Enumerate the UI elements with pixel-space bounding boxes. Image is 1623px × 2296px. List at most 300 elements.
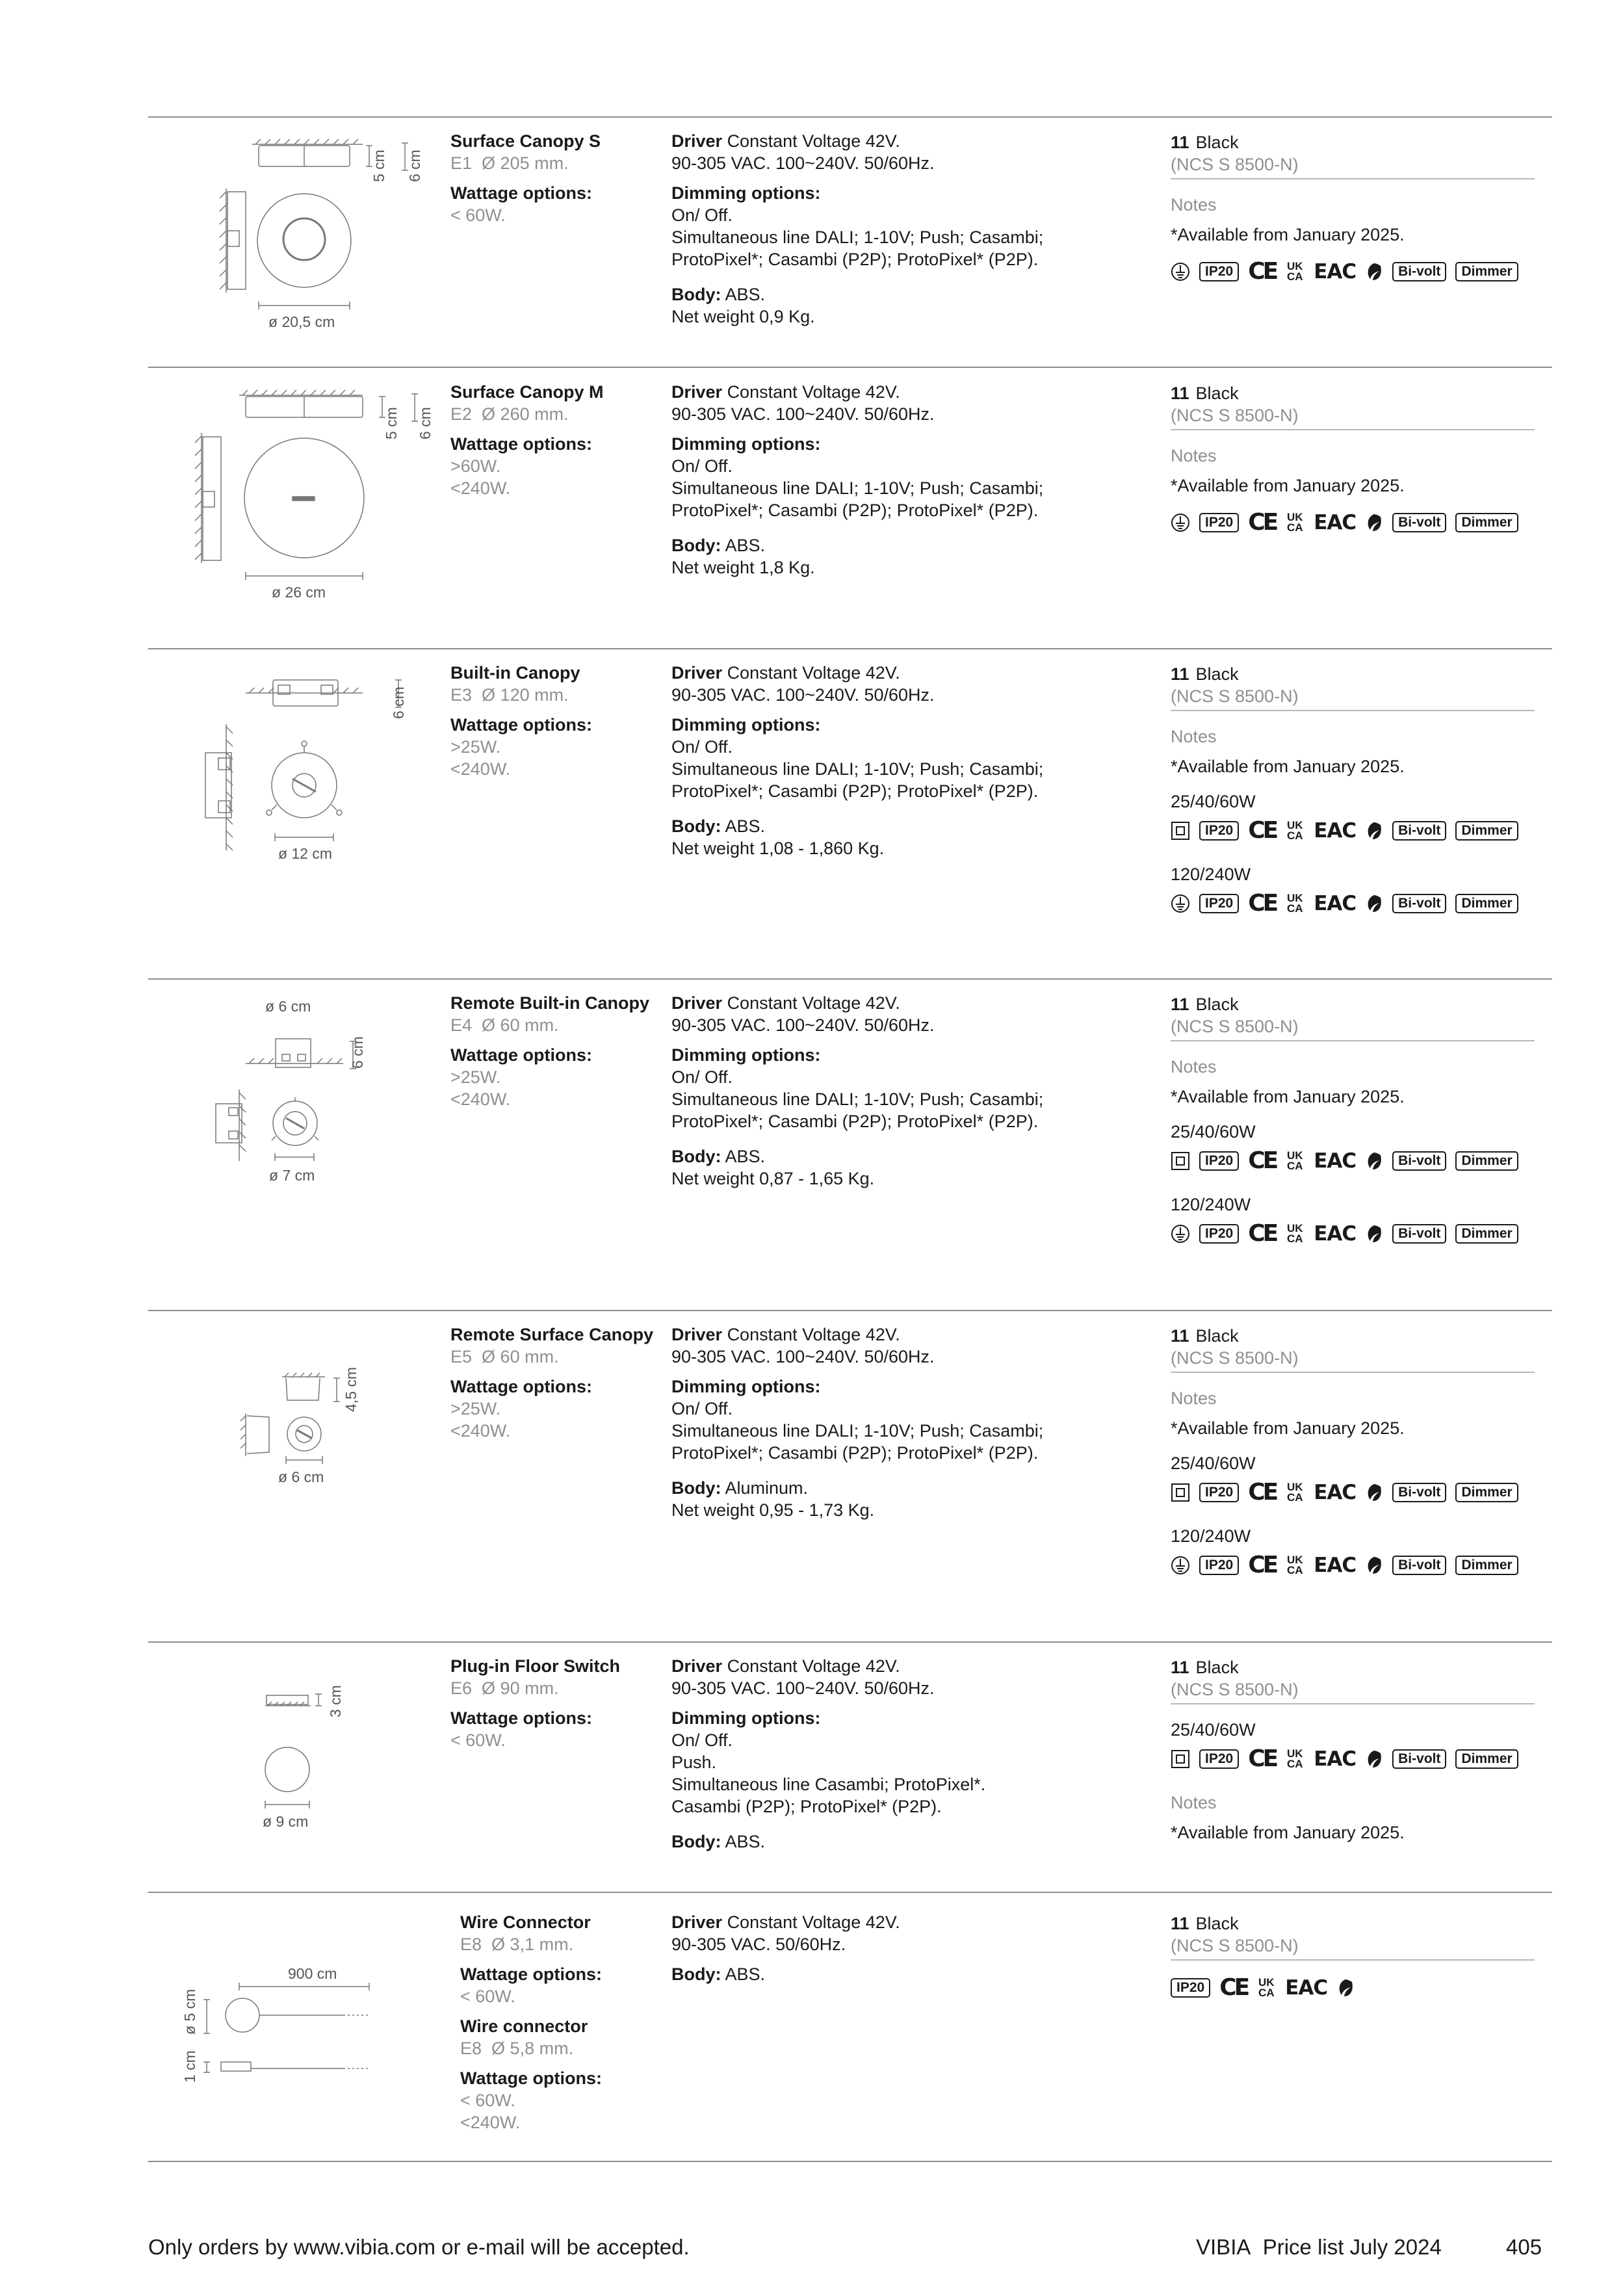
row-divider	[148, 1892, 1552, 1893]
eac-mark-icon: EAC	[1314, 511, 1357, 534]
note-text: *Available from January 2025.	[1171, 757, 1405, 776]
ce-mark-icon: CE	[1248, 1479, 1277, 1506]
body-label: Body:	[671, 285, 721, 304]
product-code: E3	[450, 685, 473, 705]
technical-drawing-e4	[148, 992, 447, 1200]
product-row-e1	[148, 130, 1552, 364]
finish-number: 11	[1171, 995, 1189, 1014]
ukca-mark-icon: UK CA	[1286, 1747, 1303, 1770]
driver-value: Constant Voltage 42V.	[727, 1912, 900, 1932]
row-divider	[148, 648, 1552, 649]
net-weight: Net weight 1,8 Kg.	[671, 558, 815, 577]
product-name-col	[450, 992, 671, 1110]
recycle-leaf-icon	[1365, 1151, 1383, 1171]
driver-label: Driver	[671, 1656, 723, 1676]
wattage-value: >25W.	[450, 737, 501, 757]
dim-height: 1 cm	[181, 2050, 198, 2083]
product-code: E5	[450, 1347, 473, 1366]
driver-value: Constant Voltage 42V.	[727, 1325, 900, 1344]
technical-drawing-e8	[148, 1911, 447, 2132]
dimming-label: Dimming options:	[671, 715, 821, 735]
dimming-label: Dimming options:	[671, 1377, 821, 1396]
dim-height: 6 cm	[349, 1036, 366, 1069]
product-row-e8	[148, 1911, 1552, 2158]
product-code: E8	[460, 1935, 482, 1954]
finish-number: 11	[1171, 1914, 1189, 1933]
product-spec-col	[671, 381, 1139, 579]
product-name-col	[450, 662, 671, 780]
ukca-mark-icon: UK CA	[1286, 260, 1303, 283]
dimming-label: Dimming options:	[671, 1045, 821, 1065]
finish-ncs: (NCS S 8500-N)	[1171, 685, 1535, 711]
ground-icon	[1171, 262, 1190, 281]
variant-label: 25/40/60W	[1171, 1122, 1256, 1141]
driver-value: Constant Voltage 42V.	[727, 1656, 900, 1676]
certification-icons	[1171, 1221, 1535, 1247]
dimming-label: Dimming options:	[671, 1708, 821, 1728]
finish-ncs: (NCS S 8500-N)	[1171, 1347, 1535, 1373]
dim-diameter: ø 7 cm	[269, 1167, 315, 1184]
dimming-line: Simultaneous line DALI; 1-10V; Push; Casambi;	[671, 759, 1044, 779]
product-row-e5	[148, 1324, 1552, 1636]
product-spec-col	[671, 1911, 1139, 1985]
product-finish-col	[1171, 993, 1535, 1266]
net-weight: Net weight 0,9 Kg.	[671, 307, 815, 326]
ip-rating-badge: IP20	[1199, 1749, 1239, 1769]
wattage-label: Wattage options:	[450, 1377, 592, 1396]
double-insulation-icon	[1171, 1483, 1190, 1502]
eac-mark-icon: EAC	[1314, 1554, 1357, 1577]
page-number: 405	[1506, 2235, 1542, 2259]
footer-brand	[1196, 2235, 1442, 2260]
driver-label: Driver	[671, 663, 723, 683]
product-code: E1	[450, 153, 473, 173]
dimmer-badge: Dimmer	[1455, 513, 1518, 532]
wattage-value: >25W.	[450, 1399, 501, 1418]
dimmer-badge: Dimmer	[1455, 1224, 1518, 1244]
bivolt-badge: Bi-volt	[1392, 1151, 1446, 1171]
certification-icons	[1171, 818, 1535, 844]
notes-heading: Notes	[1171, 1389, 1217, 1408]
row-divider	[148, 1641, 1552, 1643]
ce-mark-icon: CE	[1248, 1552, 1277, 1578]
net-weight: Net weight 0,87 - 1,65 Kg.	[671, 1169, 875, 1188]
body-label: Body:	[671, 1147, 721, 1166]
wattage-label: Wattage options:	[450, 183, 592, 203]
ukca-mark-icon: UK CA	[1286, 819, 1303, 842]
product-finish-col	[1171, 1325, 1535, 1598]
wattage-label: Wattage options:	[450, 434, 592, 454]
technical-drawing-e6	[148, 1655, 447, 1850]
voltage-value: 90-305 VAC. 100~240V. 50/60Hz.	[671, 1678, 935, 1698]
finish-name: Black	[1195, 995, 1239, 1014]
ukca-mark-icon: UK CA	[1286, 1222, 1303, 1245]
row-divider	[148, 116, 1552, 118]
finish-name: Black	[1195, 664, 1239, 684]
recycle-leaf-icon	[1365, 894, 1383, 913]
bivolt-badge: Bi-volt	[1392, 1224, 1446, 1244]
product-size: Ø 205 mm.	[482, 153, 569, 173]
product-spec-col	[671, 992, 1139, 1190]
product-spec-col	[671, 130, 1139, 328]
product-row-e3	[148, 662, 1552, 974]
body-label: Body:	[671, 1478, 721, 1498]
wattage-value: <240W.	[450, 1089, 511, 1109]
product-code: E2	[450, 404, 473, 424]
wattage-label: Wattage options:	[450, 1045, 592, 1065]
dimming-line: Simultaneous line DALI; 1-10V; Push; Casambi;	[671, 1421, 1044, 1441]
certification-icons	[1171, 1975, 1535, 2001]
product-size: Ø 90 mm.	[482, 1678, 559, 1698]
body-value: ABS.	[725, 1832, 766, 1851]
driver-label: Driver	[671, 382, 723, 402]
voltage-value: 90-305 VAC. 100~240V. 50/60Hz.	[671, 1015, 935, 1035]
body-value: ABS.	[725, 536, 766, 555]
product-code: E4	[450, 1015, 473, 1035]
certification-icons	[1171, 259, 1535, 285]
dimming-line: ProtoPixel*; Casambi (P2P); ProtoPixel* (P2P).	[671, 1443, 1039, 1463]
driver-label: Driver	[671, 1912, 723, 1932]
note-text: *Available from January 2025.	[1171, 1823, 1405, 1842]
body-value: Aluminum.	[725, 1478, 809, 1498]
double-insulation-icon	[1171, 1151, 1190, 1171]
ukca-mark-icon: UK CA	[1258, 1976, 1275, 1999]
product-size: Ø 5,8 mm.	[491, 2039, 574, 2058]
recycle-leaf-icon	[1365, 1483, 1383, 1502]
dimming-line: On/ Off.	[671, 737, 733, 757]
wattage-value: <240W.	[450, 1421, 511, 1441]
eac-mark-icon: EAC	[1314, 1481, 1357, 1504]
wattage-value: <240W.	[450, 478, 511, 498]
row-divider	[148, 1310, 1552, 1311]
product-name-col	[450, 1324, 671, 1442]
ground-icon	[1171, 1224, 1190, 1244]
bivolt-badge: Bi-volt	[1392, 1556, 1446, 1575]
body-label: Body:	[671, 816, 721, 836]
wattage-value: < 60W.	[460, 2091, 515, 2110]
ip-rating-badge: IP20	[1199, 262, 1239, 281]
finish-name: Black	[1195, 1914, 1239, 1933]
voltage-value: 90-305 VAC. 100~240V. 50/60Hz.	[671, 1347, 935, 1366]
dimming-label: Dimming options:	[671, 434, 821, 454]
finish-name: Black	[1195, 133, 1239, 152]
product-name: Remote Built-in Canopy	[450, 993, 650, 1013]
notes-heading: Notes	[1171, 195, 1217, 215]
body-value: ABS.	[725, 285, 766, 304]
recycle-leaf-icon	[1365, 262, 1383, 281]
certification-icons	[1171, 510, 1535, 536]
recycle-leaf-icon	[1365, 1749, 1383, 1769]
finish-number: 11	[1171, 1658, 1189, 1677]
ce-mark-icon: CE	[1248, 1745, 1277, 1772]
ground-icon	[1171, 513, 1190, 532]
bivolt-badge: Bi-volt	[1392, 894, 1446, 913]
recycle-leaf-icon	[1365, 1224, 1383, 1244]
product-size: Ø 60 mm.	[482, 1347, 559, 1366]
product-name-col	[450, 1655, 671, 1751]
variant-label: 120/240W	[1171, 1526, 1251, 1546]
ukca-mark-icon: UK CA	[1286, 1554, 1303, 1576]
finish-ncs: (NCS S 8500-N)	[1171, 1015, 1535, 1041]
body-label: Body:	[671, 1964, 721, 1984]
dim-cable-length: 900 cm	[288, 1965, 337, 1982]
product-spec-col	[671, 662, 1139, 859]
note-text: *Available from January 2025.	[1171, 225, 1405, 244]
driver-value: Constant Voltage 42V.	[727, 131, 900, 151]
notes-heading: Notes	[1171, 1793, 1217, 1812]
bivolt-badge: Bi-volt	[1392, 513, 1446, 532]
row-divider	[148, 2161, 1552, 2162]
ce-mark-icon: CE	[1248, 817, 1277, 844]
variant-label: 120/240W	[1171, 865, 1251, 884]
ukca-mark-icon: UK CA	[1286, 1149, 1303, 1172]
body-value: ABS.	[725, 1147, 766, 1166]
double-insulation-icon	[1171, 1749, 1190, 1769]
voltage-value: 90-305 VAC. 100~240V. 50/60Hz.	[671, 153, 935, 173]
product-finish-col	[1171, 1656, 1535, 1857]
finish-number: 11	[1171, 664, 1189, 684]
ip-rating-badge: IP20	[1199, 821, 1239, 841]
variant-label: 25/40/60W	[1171, 1720, 1256, 1740]
ip-rating-badge: IP20	[1199, 513, 1239, 532]
recycle-leaf-icon	[1365, 1556, 1383, 1575]
ukca-mark-icon: UK CA	[1286, 511, 1303, 534]
dim-diameter: ø 5 cm	[181, 1989, 198, 2035]
notes-heading: Notes	[1171, 446, 1217, 465]
voltage-value: 90-305 VAC. 50/60Hz.	[671, 1935, 846, 1954]
notes-heading: Notes	[1171, 727, 1217, 746]
product-name: Built-in Canopy	[450, 663, 580, 683]
product-size: Ø 60 mm.	[482, 1015, 559, 1035]
voltage-value: 90-305 VAC. 100~240V. 50/60Hz.	[671, 685, 935, 705]
finish-name: Black	[1195, 1658, 1239, 1677]
wattage-label: Wattage options:	[450, 715, 592, 735]
driver-label: Driver	[671, 993, 723, 1013]
note-text: *Available from January 2025.	[1171, 1087, 1405, 1106]
product-row-e2	[148, 381, 1552, 641]
product-row-e4	[148, 992, 1552, 1304]
dimming-line: On/ Off.	[671, 1067, 733, 1087]
technical-drawing-e5	[148, 1324, 447, 1519]
product-name-col	[450, 381, 671, 499]
product-name: Remote Surface Canopy	[450, 1325, 654, 1344]
product-name: Wire Connector	[460, 1912, 591, 1932]
dimming-line: ProtoPixel*; Casambi (P2P); ProtoPixel* (P2P).	[671, 501, 1039, 520]
ukca-mark-icon: UK CA	[1286, 892, 1303, 915]
wattage-value: < 60W.	[450, 205, 506, 225]
dimming-line: Casambi (P2P); ProtoPixel* (P2P).	[671, 1797, 942, 1816]
eac-mark-icon: EAC	[1314, 819, 1357, 842]
wattage-label: Wattage options:	[460, 1964, 602, 1984]
product-finish-col	[1171, 1912, 1535, 2020]
finish-ncs: (NCS S 8500-N)	[1171, 153, 1535, 179]
wattage-value: >25W.	[450, 1067, 501, 1087]
ce-mark-icon: CE	[1219, 1974, 1248, 2001]
product-size: Ø 260 mm.	[482, 404, 569, 424]
dimming-line: Simultaneous line Casambi; ProtoPixel*.	[671, 1775, 986, 1794]
variant-label: 120/240W	[1171, 1195, 1251, 1214]
wattage-value: < 60W.	[460, 1987, 515, 2006]
driver-value: Constant Voltage 42V.	[727, 663, 900, 683]
ce-mark-icon: CE	[1248, 509, 1277, 536]
bivolt-badge: Bi-volt	[1392, 1483, 1446, 1502]
dimming-line: On/ Off.	[671, 205, 733, 225]
finish-ncs: (NCS S 8500-N)	[1171, 1678, 1535, 1704]
product-spec-col	[671, 1324, 1139, 1521]
eac-mark-icon: EAC	[1285, 1976, 1328, 2000]
body-value: ABS.	[725, 1964, 766, 1984]
product-finish-col	[1171, 131, 1535, 304]
ip-rating-badge: IP20	[1199, 1151, 1239, 1171]
dim-height-2: 6 cm	[417, 407, 434, 439]
dimmer-badge: Dimmer	[1455, 894, 1518, 913]
recycle-leaf-icon	[1365, 513, 1383, 532]
footer-notice: Only orders by www.vibia.com or e-mail will be accepted.	[148, 2235, 690, 2259]
product-code: E8	[460, 2039, 482, 2058]
dim-diameter: ø 12 cm	[278, 845, 333, 862]
technical-drawing-e1	[148, 130, 447, 338]
net-weight: Net weight 0,95 - 1,73 Kg.	[671, 1500, 875, 1520]
driver-value: Constant Voltage 42V.	[727, 993, 900, 1013]
dimmer-badge: Dimmer	[1455, 1151, 1518, 1171]
finish-number: 11	[1171, 1326, 1189, 1346]
eac-mark-icon: EAC	[1314, 1747, 1357, 1771]
certification-icons	[1171, 1148, 1535, 1174]
ground-icon	[1171, 894, 1190, 913]
dimming-line: Simultaneous line DALI; 1-10V; Push; Casambi;	[671, 1089, 1044, 1109]
dim-height: 4,5 cm	[343, 1366, 359, 1412]
bivolt-badge: Bi-volt	[1392, 262, 1446, 281]
recycle-leaf-icon	[1365, 821, 1383, 841]
product-size: Ø 120 mm.	[482, 685, 569, 705]
dim-height-2: 6 cm	[406, 150, 423, 182]
voltage-value: 90-305 VAC. 100~240V. 50/60Hz.	[671, 404, 935, 424]
finish-number: 11	[1171, 133, 1189, 152]
finish-ncs: (NCS S 8500-N)	[1171, 404, 1535, 430]
dim-height-1: 5 cm	[383, 407, 400, 439]
ip-rating-badge: IP20	[1199, 1483, 1239, 1502]
technical-drawing-e3	[148, 662, 447, 883]
eac-mark-icon: EAC	[1314, 892, 1357, 915]
notes-heading: Notes	[1171, 1057, 1217, 1076]
bivolt-badge: Bi-volt	[1392, 821, 1446, 841]
eac-mark-icon: EAC	[1314, 1149, 1357, 1173]
dim-height: 3 cm	[327, 1685, 344, 1717]
product-spec-col	[671, 1655, 1139, 1853]
technical-drawing-e2	[148, 381, 447, 615]
ukca-mark-icon: UK CA	[1286, 1481, 1303, 1504]
dimming-line: On/ Off.	[671, 456, 733, 476]
product-code: E6	[450, 1678, 473, 1698]
brand-name: VIBIA	[1196, 2235, 1251, 2259]
certification-icons	[1171, 1480, 1535, 1506]
ip-rating-badge: IP20	[1199, 1224, 1239, 1244]
dimming-label: Dimming options:	[671, 183, 821, 203]
finish-number: 11	[1171, 384, 1189, 403]
row-divider	[148, 367, 1552, 368]
dimming-line: ProtoPixel*; Casambi (P2P); ProtoPixel* (P2P).	[671, 1112, 1039, 1131]
dimming-line: Push.	[671, 1753, 717, 1772]
eac-mark-icon: EAC	[1314, 260, 1357, 283]
row-divider	[148, 978, 1552, 980]
ce-mark-icon: CE	[1248, 1147, 1277, 1174]
product-finish-col	[1171, 663, 1535, 936]
ground-icon	[1171, 1556, 1190, 1575]
eac-mark-icon: EAC	[1314, 1222, 1357, 1246]
product-row-e6	[148, 1655, 1552, 1889]
certification-icons	[1171, 1746, 1535, 1772]
ce-mark-icon: CE	[1248, 258, 1277, 285]
product-name: Surface Canopy M	[450, 382, 604, 402]
driver-label: Driver	[671, 131, 723, 151]
price-list-label: Price list July 2024	[1262, 2235, 1442, 2259]
dim-diameter: ø 9 cm	[263, 1813, 309, 1830]
finish-ncs: (NCS S 8500-N)	[1171, 1935, 1535, 1961]
body-label: Body:	[671, 536, 721, 555]
body-label: Body:	[671, 1832, 721, 1851]
product-finish-col	[1171, 382, 1535, 555]
dimming-line: On/ Off.	[671, 1730, 733, 1750]
driver-label: Driver	[671, 1325, 723, 1344]
double-insulation-icon	[1171, 821, 1190, 841]
variant-label: 25/40/60W	[1171, 792, 1256, 811]
ip-rating-badge: IP20	[1199, 1556, 1239, 1575]
product-size: Ø 3,1 mm.	[491, 1935, 574, 1954]
bivolt-badge: Bi-volt	[1392, 1749, 1446, 1769]
certification-icons	[1171, 891, 1535, 917]
wattage-value: < 60W.	[450, 1730, 506, 1750]
variant-label: 25/40/60W	[1171, 1454, 1256, 1473]
product-name: Plug-in Floor Switch	[450, 1656, 620, 1676]
note-text: *Available from January 2025.	[1171, 1418, 1405, 1438]
dimming-line: Simultaneous line DALI; 1-10V; Push; Casambi;	[671, 478, 1044, 498]
dimming-line: ProtoPixel*; Casambi (P2P); ProtoPixel* (P2P).	[671, 250, 1039, 269]
dimming-line: Simultaneous line DALI; 1-10V; Push; Casambi;	[671, 228, 1044, 247]
wattage-label: Wattage options:	[460, 2068, 602, 2088]
finish-name: Black	[1195, 1326, 1239, 1346]
wattage-value: <240W.	[450, 759, 511, 779]
wattage-label: Wattage options:	[450, 1708, 592, 1728]
dim-diameter: ø 6 cm	[278, 1468, 324, 1485]
dim-height-1: 5 cm	[370, 150, 387, 182]
ce-mark-icon: CE	[1248, 890, 1277, 917]
dimmer-badge: Dimmer	[1455, 1483, 1518, 1502]
dim-height: 6 cm	[390, 686, 407, 719]
dimming-line: On/ Off.	[671, 1399, 733, 1418]
product-name: Surface Canopy S	[450, 131, 601, 151]
product-name-col	[460, 1911, 681, 2133]
dimmer-badge: Dimmer	[1455, 821, 1518, 841]
wattage-value: >60W.	[450, 456, 501, 476]
dimming-line: ProtoPixel*; Casambi (P2P); ProtoPixel* (P2P).	[671, 781, 1039, 801]
dimmer-badge: Dimmer	[1455, 1556, 1518, 1575]
dimmer-badge: Dimmer	[1455, 1749, 1518, 1769]
note-text: *Available from January 2025.	[1171, 476, 1405, 495]
ip-rating-badge: IP20	[1171, 1978, 1210, 1998]
recycle-leaf-icon	[1336, 1978, 1355, 1998]
ce-mark-icon: CE	[1248, 1220, 1277, 1247]
dim-top-diameter: ø 6 cm	[265, 998, 311, 1015]
product-name-variant: Wire connector	[460, 2016, 588, 2036]
dim-diameter: ø 20,5 cm	[268, 313, 335, 330]
dimmer-badge: Dimmer	[1455, 262, 1518, 281]
body-value: ABS.	[725, 816, 766, 836]
net-weight: Net weight 1,08 - 1,860 Kg.	[671, 839, 885, 858]
dim-diameter: ø 26 cm	[272, 584, 326, 601]
product-name-col	[450, 130, 671, 226]
wattage-value: <240W.	[460, 2113, 521, 2132]
certification-icons	[1171, 1552, 1535, 1578]
